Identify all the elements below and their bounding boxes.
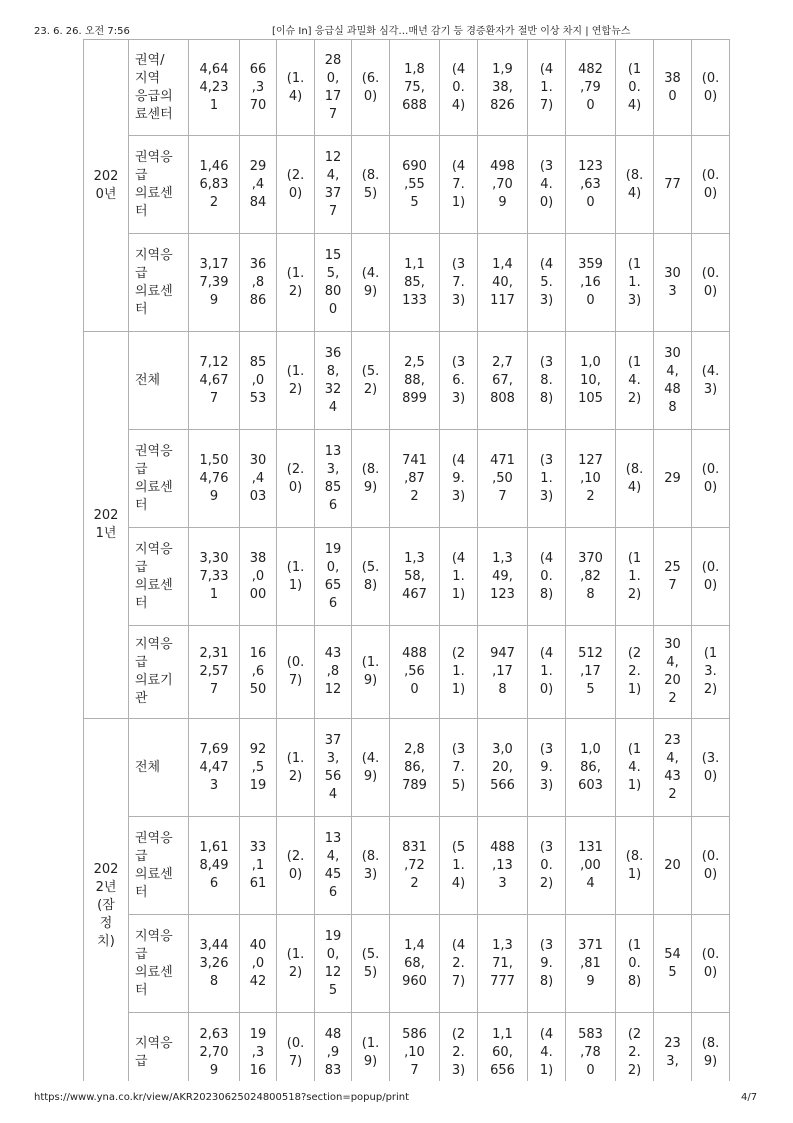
value-cell: 488 ,56 0 — [390, 626, 440, 719]
value-cell: 1,3 71, 777 — [478, 915, 528, 1013]
value-cell: 359 ,16 0 — [566, 234, 616, 332]
value-cell: (4 0. 8) — [528, 528, 566, 626]
value-cell: 19 0, 65 6 — [315, 528, 352, 626]
value-cell: 1,9 38, 826 — [478, 40, 528, 136]
value-cell: 3,17 7,39 9 — [189, 234, 240, 332]
print-page-title: [이슈 In] 응급실 과밀화 심각…매년 감기 등 경증환자가 절반 이상 차지 | 연합뉴스 — [272, 26, 631, 37]
value-cell: 43 ,8 12 — [315, 626, 352, 719]
value-cell: (2 2. 2) — [616, 1013, 654, 1082]
table-row — [84, 1013, 730, 1082]
value-cell: 25 7 — [654, 528, 692, 626]
value-cell: (4 1. 1) — [440, 528, 478, 626]
value-cell: 690 ,55 5 — [390, 136, 440, 234]
value-cell: 7,69 4,47 3 — [189, 719, 240, 817]
value-cell: (2. 0) — [277, 430, 315, 528]
category-cell: 전체 — [129, 719, 189, 817]
value-cell: 37 3, 56 4 — [315, 719, 352, 817]
value-cell: (1. 9) — [352, 626, 390, 719]
value-cell: 1,1 85, 133 — [390, 234, 440, 332]
value-cell: (1 4. 1) — [616, 719, 654, 817]
category-cell: 권역응 급 의료센 터 — [129, 430, 189, 528]
value-cell: 7,12 4,67 7 — [189, 332, 240, 430]
value-cell: 23 4, 43 2 — [654, 719, 692, 817]
value-cell: (1. 2) — [277, 234, 315, 332]
value-cell: 1,46 6,83 2 — [189, 136, 240, 234]
value-cell: 23 3, — [654, 1013, 692, 1082]
value-cell: (1. 9) — [352, 1013, 390, 1082]
value-cell: (1. 2) — [277, 719, 315, 817]
value-cell: 586 ,10 7 — [390, 1013, 440, 1082]
value-cell: 1,0 10, 105 — [566, 332, 616, 430]
value-cell: 3,30 7,33 1 — [189, 528, 240, 626]
value-cell: 29 — [654, 430, 692, 528]
value-cell: (5. 2) — [352, 332, 390, 430]
value-cell: (4. 3) — [692, 332, 730, 430]
value-cell: 831 ,72 2 — [390, 817, 440, 915]
value-cell: 1,0 86, 603 — [566, 719, 616, 817]
value-cell: (3 8. 8) — [528, 332, 566, 430]
value-cell: 4,64 4,23 1 — [189, 40, 240, 136]
value-cell: 471 ,50 7 — [478, 430, 528, 528]
value-cell: (4 5. 3) — [528, 234, 566, 332]
value-cell: (8. 3) — [352, 817, 390, 915]
value-cell: 1,50 4,76 9 — [189, 430, 240, 528]
value-cell: (8. 5) — [352, 136, 390, 234]
value-cell: (8. 1) — [616, 817, 654, 915]
value-cell: (2 1. 1) — [440, 626, 478, 719]
value-cell: 3,0 20, 566 — [478, 719, 528, 817]
value-cell: 20 — [654, 817, 692, 915]
value-cell: (4 2. 7) — [440, 915, 478, 1013]
table-row — [84, 332, 730, 430]
table-row — [84, 528, 730, 626]
value-cell: (2. 0) — [277, 136, 315, 234]
value-cell: (1 0. 8) — [616, 915, 654, 1013]
page-number: 4/7 — [741, 1092, 758, 1103]
value-cell: 2,7 67, 808 — [478, 332, 528, 430]
year-cell: 202 2년 (잠 정 치) — [84, 719, 129, 1082]
value-cell: 1,61 8,49 6 — [189, 817, 240, 915]
category-cell: 지역응 급 — [129, 1013, 189, 1082]
value-cell: 3,44 3,26 8 — [189, 915, 240, 1013]
category-cell: 지역응 급 의료센 터 — [129, 528, 189, 626]
value-cell: 30 3 — [654, 234, 692, 332]
value-cell: (3 1. 3) — [528, 430, 566, 528]
value-cell: (1 0. 4) — [616, 40, 654, 136]
table-row — [84, 234, 730, 332]
value-cell: 12 4, 37 7 — [315, 136, 352, 234]
table-row — [84, 817, 730, 915]
value-cell: 1,3 58, 467 — [390, 528, 440, 626]
value-cell: (1. 2) — [277, 915, 315, 1013]
value-cell: (4 0. 4) — [440, 40, 478, 136]
value-cell: (3 9. 3) — [528, 719, 566, 817]
value-cell: 48 ,9 83 — [315, 1013, 352, 1082]
value-cell: 2,63 2,70 9 — [189, 1013, 240, 1082]
value-cell: 36 8, 32 4 — [315, 332, 352, 430]
value-cell: 28 0, 17 7 — [315, 40, 352, 136]
value-cell: 488 ,13 3 — [478, 817, 528, 915]
value-cell: 77 — [654, 136, 692, 234]
value-cell: 36 ,8 86 — [240, 234, 277, 332]
value-cell: 482 ,79 0 — [566, 40, 616, 136]
table-row — [84, 136, 730, 234]
value-cell: (4 7. 1) — [440, 136, 478, 234]
value-cell: 2,5 88, 899 — [390, 332, 440, 430]
year-cell: 202 1년 — [84, 332, 129, 719]
value-cell: (0. 0) — [692, 136, 730, 234]
value-cell: 583 ,78 0 — [566, 1013, 616, 1082]
value-cell: 92 ,5 19 — [240, 719, 277, 817]
value-cell: (3 4. 0) — [528, 136, 566, 234]
value-cell: 1,1 60, 656 — [478, 1013, 528, 1082]
value-cell: 1,4 40, 117 — [478, 234, 528, 332]
category-cell: 지역응 급 의료센 터 — [129, 915, 189, 1013]
print-url: https://www.yna.co.kr/view/AKR20230625024800518?section=popup/print — [34, 1092, 410, 1103]
value-cell: (1. 2) — [277, 332, 315, 430]
value-cell: (3 7. 3) — [440, 234, 478, 332]
value-cell: (0. 0) — [692, 915, 730, 1013]
value-cell: 123 ,63 0 — [566, 136, 616, 234]
value-cell: 38 0 — [654, 40, 692, 136]
value-cell: (1 3. 2) — [692, 626, 730, 719]
value-cell: (1. 1) — [277, 528, 315, 626]
value-cell: 1,8 75, 688 — [390, 40, 440, 136]
value-cell: (4. 9) — [352, 719, 390, 817]
value-cell: (4 4. 1) — [528, 1013, 566, 1082]
value-cell: (3 7. 5) — [440, 719, 478, 817]
value-cell: (0. 7) — [277, 1013, 315, 1082]
value-cell: (5 1. 4) — [440, 817, 478, 915]
value-cell: (3 0. 2) — [528, 817, 566, 915]
value-cell: (4 1. 7) — [528, 40, 566, 136]
er-visits-table — [83, 39, 730, 1081]
value-cell: 127 ,10 2 — [566, 430, 616, 528]
table-row — [84, 915, 730, 1013]
value-cell: (1 4. 2) — [616, 332, 654, 430]
value-cell: (2. 0) — [277, 817, 315, 915]
value-cell: 29 ,4 84 — [240, 136, 277, 234]
value-cell: (0. 0) — [692, 528, 730, 626]
value-cell: 13 3, 85 6 — [315, 430, 352, 528]
value-cell: 2,31 2,57 7 — [189, 626, 240, 719]
value-cell: (3. 0) — [692, 719, 730, 817]
category-cell: 지역응 급 의료기 관 — [129, 626, 189, 719]
value-cell: 30 4, 48 8 — [654, 332, 692, 430]
value-cell: 13 4, 45 6 — [315, 817, 352, 915]
category-cell: 지역응 급 의료센 터 — [129, 234, 189, 332]
value-cell: 1,3 49, 123 — [478, 528, 528, 626]
value-cell: (4 1. 0) — [528, 626, 566, 719]
category-cell: 권역응 급 의료센 터 — [129, 136, 189, 234]
value-cell: 2,8 86, 789 — [390, 719, 440, 817]
value-cell: 66 ,3 70 — [240, 40, 277, 136]
value-cell: 30 4, 20 2 — [654, 626, 692, 719]
table-row — [84, 719, 730, 817]
value-cell: 1,4 68, 960 — [390, 915, 440, 1013]
value-cell: 85 ,0 53 — [240, 332, 277, 430]
value-cell: 498 ,70 9 — [478, 136, 528, 234]
value-cell: 30 ,4 03 — [240, 430, 277, 528]
year-cell: 202 0년 — [84, 40, 129, 332]
value-cell: (2 2. 3) — [440, 1013, 478, 1082]
value-cell: 38 ,0 00 — [240, 528, 277, 626]
value-cell: 131 ,00 4 — [566, 817, 616, 915]
value-cell: (0. 0) — [692, 817, 730, 915]
value-cell: 40 ,0 42 — [240, 915, 277, 1013]
value-cell: 33 ,1 61 — [240, 817, 277, 915]
value-cell: (0. 0) — [692, 234, 730, 332]
table-row — [84, 40, 730, 136]
category-cell: 전체 — [129, 332, 189, 430]
value-cell: (8. 4) — [616, 136, 654, 234]
value-cell: 19 ,3 16 — [240, 1013, 277, 1082]
value-cell: (2 2. 1) — [616, 626, 654, 719]
value-cell: (0. 0) — [692, 430, 730, 528]
value-cell: 370 ,82 8 — [566, 528, 616, 626]
value-cell: (8. 9) — [352, 430, 390, 528]
category-cell: 권역응 급 의료센 터 — [129, 817, 189, 915]
value-cell: (8. 9) — [692, 1013, 730, 1082]
value-cell: 512 ,17 5 — [566, 626, 616, 719]
value-cell: (1. 4) — [277, 40, 315, 136]
print-datetime: 23. 6. 26. 오전 7:56 — [34, 26, 130, 37]
value-cell: (0. 7) — [277, 626, 315, 719]
table-row — [84, 626, 730, 719]
value-cell: 947 ,17 8 — [478, 626, 528, 719]
value-cell: (6. 0) — [352, 40, 390, 136]
table-row — [84, 430, 730, 528]
value-cell: (5. 5) — [352, 915, 390, 1013]
value-cell: 19 0, 12 5 — [315, 915, 352, 1013]
category-cell: 권역/ 지역 응급의 료센터 — [129, 40, 189, 136]
value-cell: (5. 8) — [352, 528, 390, 626]
value-cell: (0. 0) — [692, 40, 730, 136]
value-cell: 741 ,87 2 — [390, 430, 440, 528]
value-cell: (1 1. 3) — [616, 234, 654, 332]
value-cell: 54 5 — [654, 915, 692, 1013]
value-cell: 15 5, 80 0 — [315, 234, 352, 332]
value-cell: (4 9. 3) — [440, 430, 478, 528]
value-cell: (3 9. 8) — [528, 915, 566, 1013]
value-cell: 371 ,81 9 — [566, 915, 616, 1013]
value-cell: (4. 9) — [352, 234, 390, 332]
value-cell: (8. 4) — [616, 430, 654, 528]
value-cell: 16 ,6 50 — [240, 626, 277, 719]
value-cell: (3 6. 3) — [440, 332, 478, 430]
value-cell: (1 1. 2) — [616, 528, 654, 626]
